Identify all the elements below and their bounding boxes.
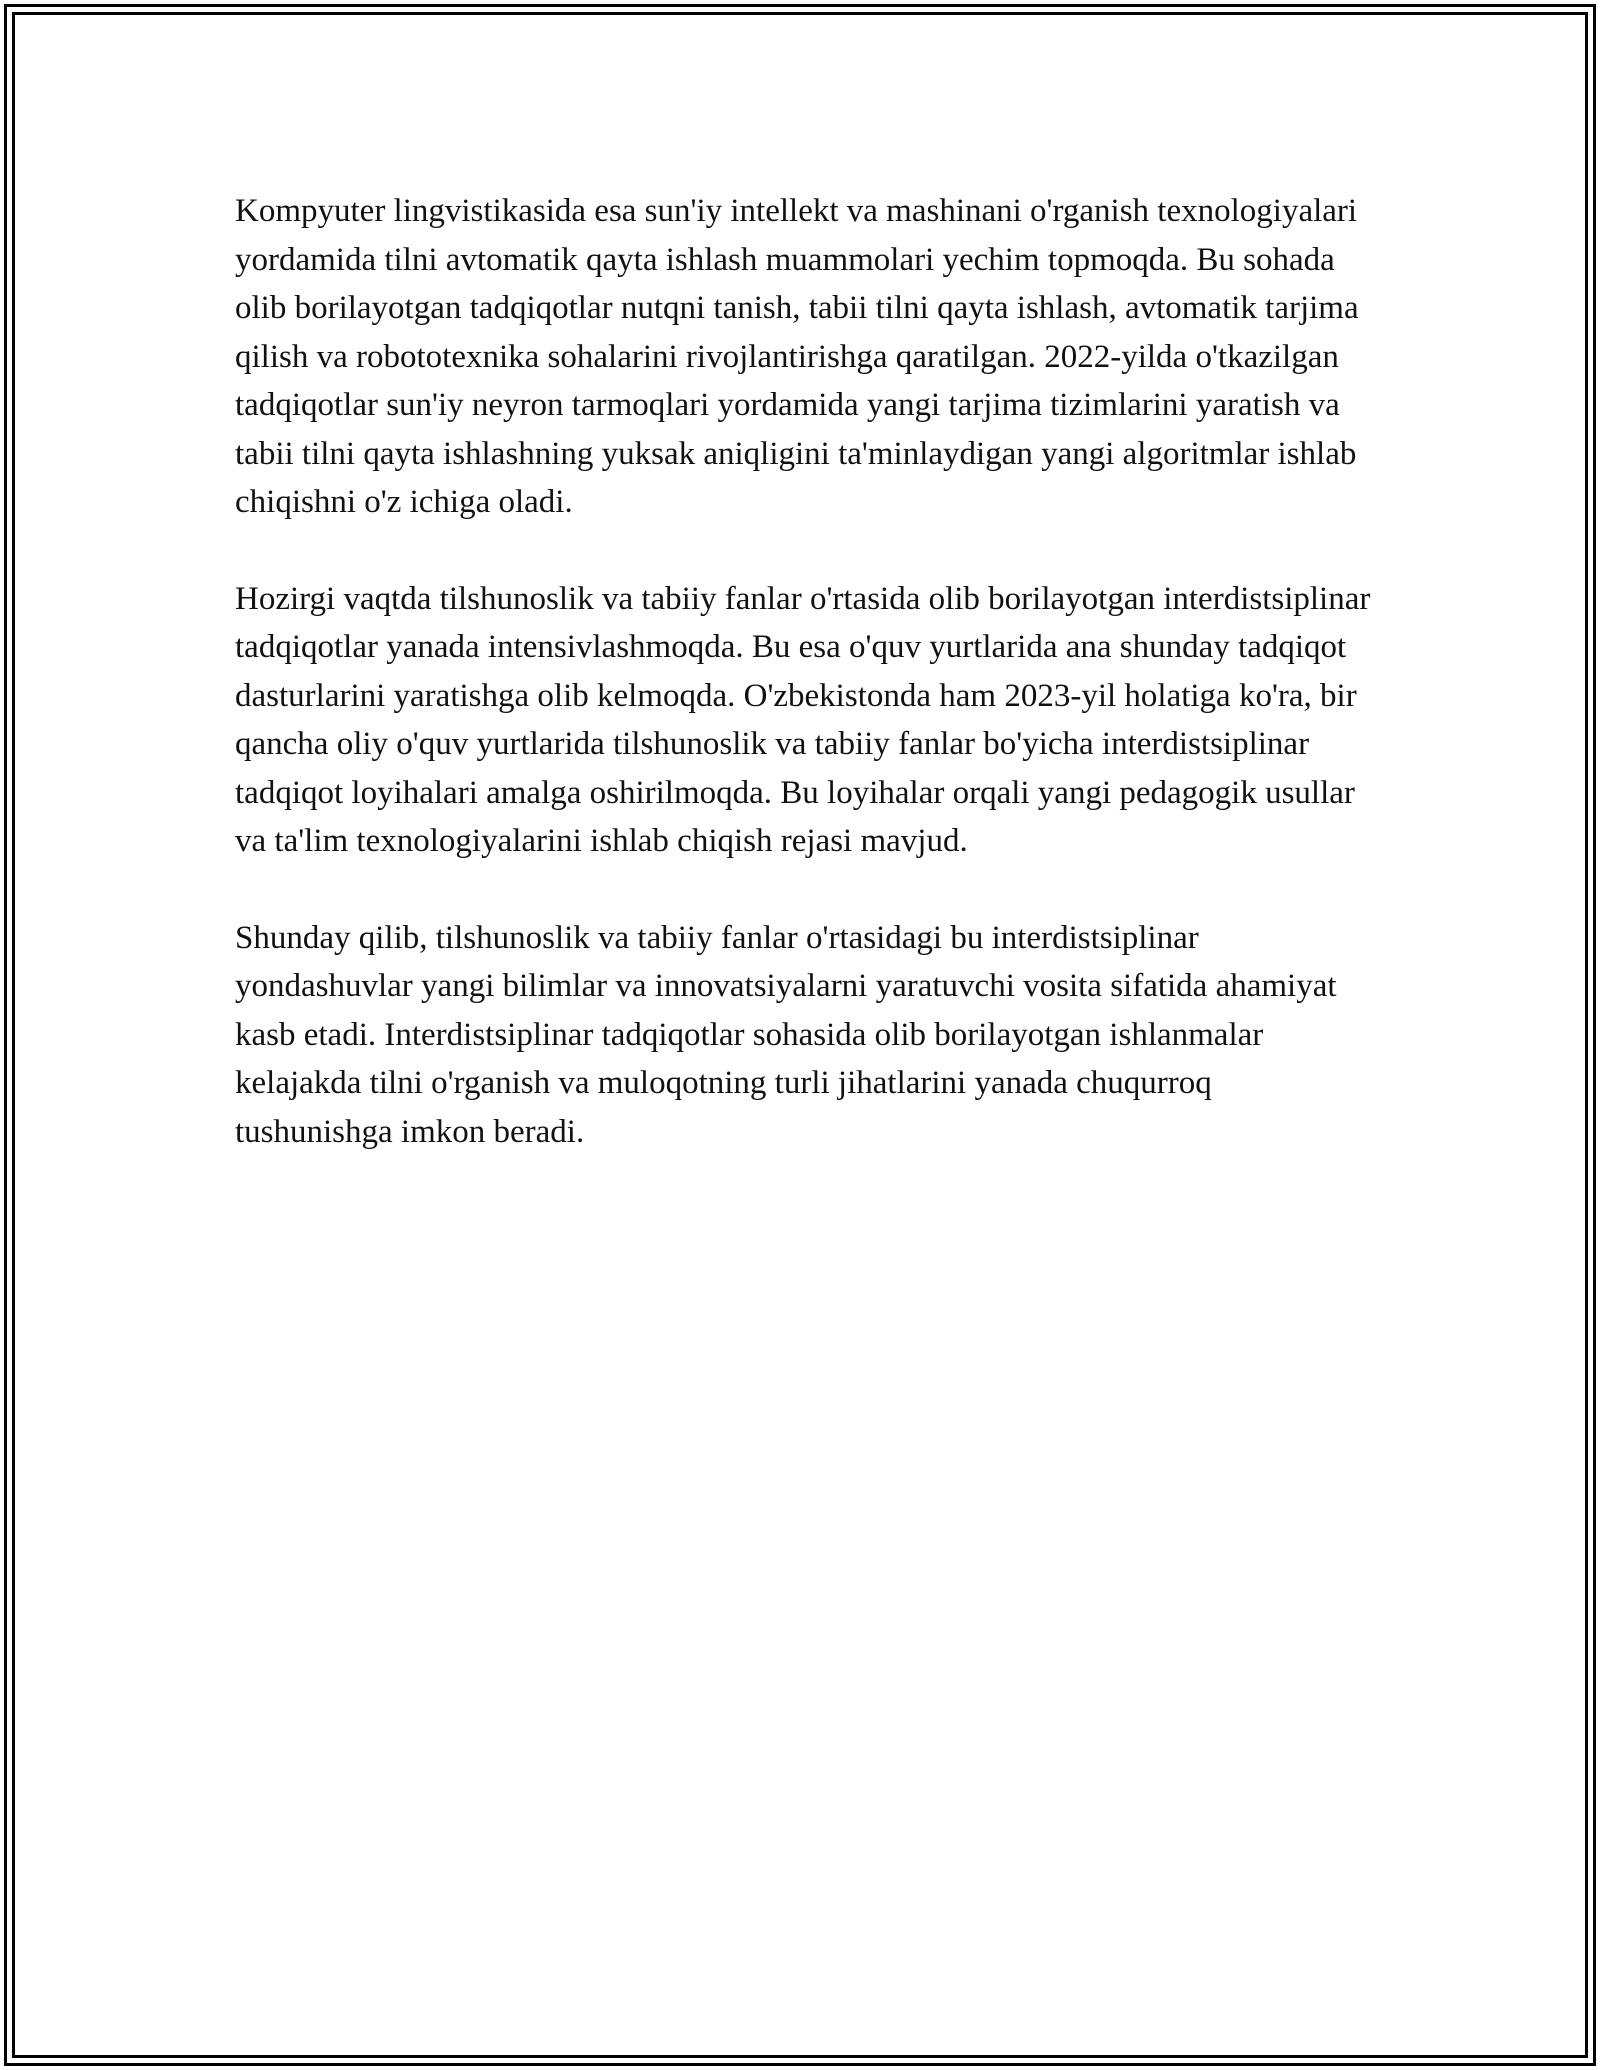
paragraph-2: Hozirgi vaqtda tilshunoslik va tabiiy fanlar o'rtasida olib borilayotgan interdistsiplinar tadqiqotlar yanada intensivlashmoqda. Bu esa o'quv yurtlarida ana shunday tadqiqot dasturlarini yaratishga olib kelmoqda. O'zbekistonda ham 2023-yil holatiga ko'ra, bir qancha oliy o'quv yurtlarida tilshunoslik va tabiiy fanlar bo'yicha interdistsiplinar tadqiqot loyihalari amalga oshirilmoqda. Bu loyihalar orqali yangi pedagogik usullar va ta'lim texnologiyalarini ishlab chiqish rejasi mavjud. xyxy=(235,580,1371,859)
paragraph-1: Kompyuter lingvistikasida esa sun'iy intellekt va mashinani o'rganish texnologiyalari yordamida tilni avtomatik qayta ishlash muammolari yechim topmoqda. Bu sohada olib borilayotgan tadqiqotlar nutqni tanish, tabii tilni qayta ishlash, avtomatik tarjima qilish va robototexnika sohalarini rivojlantirishga qaratilgan. 2022-yilda o'tkazilgan tadqiqotlar sun'iy neyron tarmoqlari yordamida yangi tarjima tizimlarini yaratish va tabii tilni qayta ishlashning yuksak aniqligini ta'minlaydigan yangi algoritmlar ishlab chiqishni o'z ichiga oladi. xyxy=(235,193,1359,520)
paragraph-3: Shunday qilib, tilshunoslik va tabiiy fanlar o'rtasidagi bu interdistsiplinar yondashuvlar yangi bilimlar va innovatsiyalarni yaratuvchi vosita sifatida ahamiyat kasb etadi. Interdistsiplinar tadqiqotlar sohasida olib borilayotgan ishlanmalar kelajakda tilni o'rganish va muloqotning turli jihatlarini yanada chuqurroq tushunishga imkon beradi. xyxy=(235,919,1337,1150)
document-body xyxy=(235,187,1375,1204)
